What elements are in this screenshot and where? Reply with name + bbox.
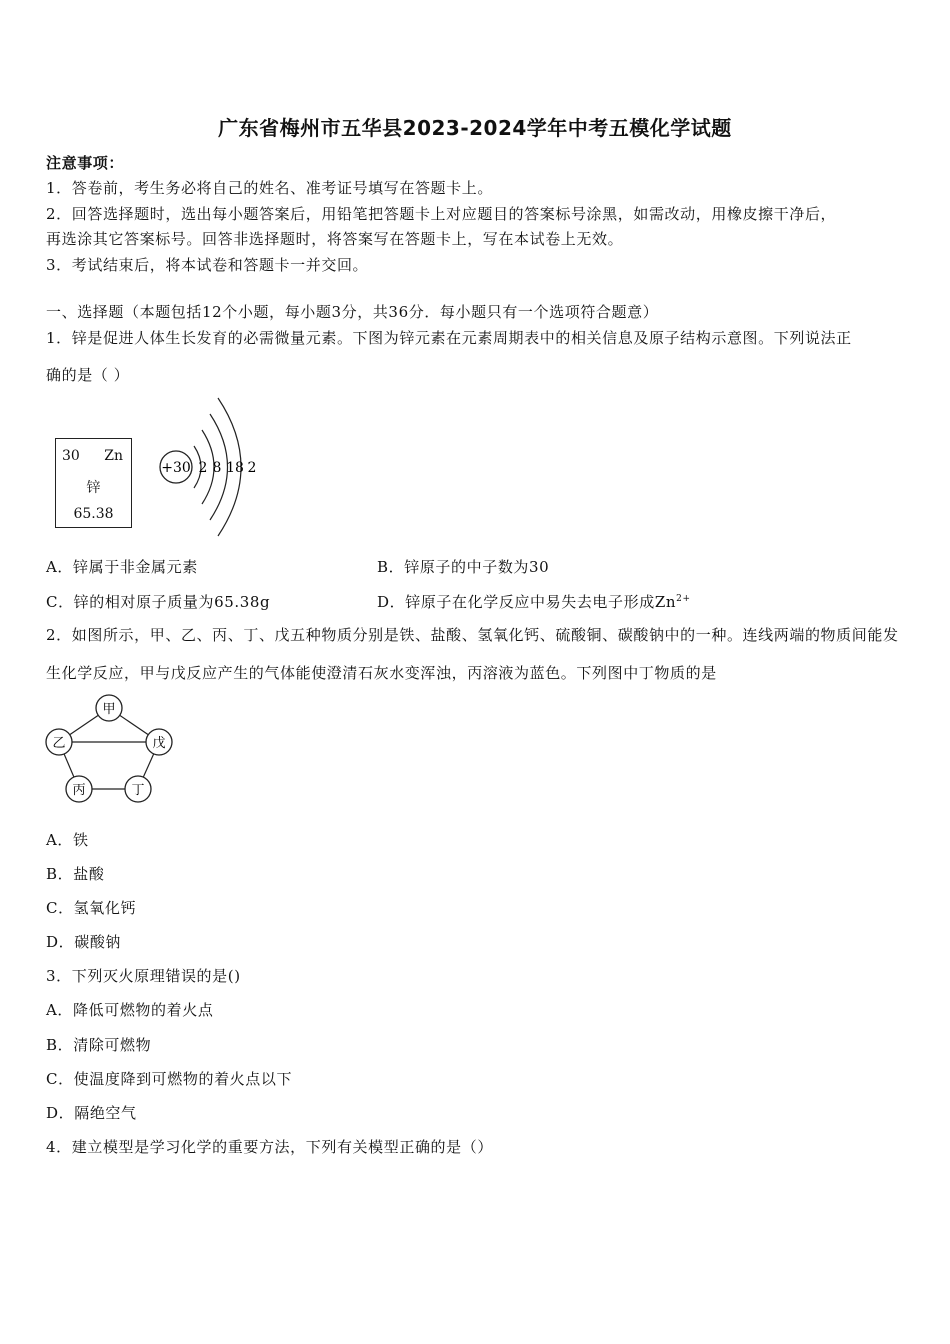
notice-item: 1．答卷前，考生务必将自己的姓名、准考证号填写在答题卡上。	[46, 179, 493, 197]
question-1-stem-cont: 确的是（ ）	[46, 366, 130, 384]
notice-heading: 注意事项：	[46, 154, 125, 172]
q1-option-d-text: D．锌原子在化学反应中易失去电子形成Zn	[377, 593, 677, 611]
node-label-ding: 丁	[131, 783, 145, 798]
reaction-pentagon-diagram	[40, 692, 180, 807]
element-card-zinc	[55, 438, 132, 528]
shell-electrons: 18	[226, 460, 244, 476]
question-3-stem: 3．下列灭火原理错误的是()	[46, 967, 241, 985]
atomic-mass: 65.38	[73, 506, 114, 522]
element-symbol: Zn	[104, 448, 123, 464]
question-4-stem: 4．建立模型是学习化学的重要方法，下列有关模型正确的是（）	[46, 1138, 493, 1156]
question-2-stem: 2．如图所示，甲、乙、丙、丁、戊五种物质分别是铁、盐酸、氢氧化钙、硫酸铜、碳酸钠中的一种。连线两端的物质间能发	[46, 626, 899, 644]
q2-option-b: B．盐酸	[46, 865, 105, 883]
shell-electrons: 8	[212, 460, 222, 476]
q2-option-a: A．铁	[46, 831, 89, 849]
q2-option-c: C．氢氧化钙	[46, 899, 137, 917]
q3-option-d: D．隔绝空气	[46, 1104, 137, 1122]
q3-option-a: A．降低可燃物的着火点	[46, 1001, 214, 1019]
nucleus-charge: +30	[161, 460, 191, 476]
q3-option-b: B．清除可燃物	[46, 1036, 152, 1054]
node-label-bing: 丙	[72, 783, 86, 798]
node-label-yi: 乙	[52, 736, 66, 751]
q2-option-d: D．碳酸钠	[46, 933, 122, 951]
q1-option-a: A．锌属于非金属元素	[46, 558, 198, 576]
notice-item: 3．考试结束后，将本试卷和答题卡一并交回。	[46, 256, 369, 274]
section-heading: 一、选择题（本题包括12个小题，每小题3分，共36分．每小题只有一个选项符合题意）	[46, 303, 659, 321]
q1-option-b: B．锌原子的中子数为30	[377, 558, 550, 576]
node-label-jia: 甲	[102, 702, 116, 717]
question-2-stem-cont: 生化学反应，甲与戊反应产生的气体能使澄清石灰水变浑浊，丙溶液为蓝色。下列图中丁物质的是	[46, 664, 717, 682]
q1-option-d	[377, 591, 691, 612]
shell-electrons: 2	[198, 460, 208, 476]
ion-charge: 2+	[676, 594, 691, 604]
notice-item: 2．回答选择题时，选出每小题答案后，用铅笔把答题卡上对应题目的答案标号涂黑，如需改动，用橡皮擦干净后，	[46, 205, 837, 223]
element-name: 锌	[86, 480, 101, 496]
atom-structure-diagram	[150, 390, 270, 540]
q1-option-c: C．锌的相对原子质量为65.38g	[46, 593, 271, 611]
question-1-stem: 1．锌是促进人体生长发育的必需微量元素。下图为锌元素在元素周期表中的相关信息及原子结构示意图。下列说法正	[46, 329, 852, 347]
node-label-wu: 戊	[152, 736, 166, 751]
shell-electrons: 2	[247, 460, 257, 476]
page-title: 广东省梅州市五华县2023-2024学年中考五模化学试题	[218, 116, 732, 140]
q3-option-c: C．使温度降到可燃物的着火点以下	[46, 1070, 293, 1088]
notice-item: 再选涂其它答案标号。回答非选择题时，将答案写在答题卡上，写在本试卷上无效。	[46, 230, 624, 248]
atomic-number: 30	[62, 448, 80, 464]
